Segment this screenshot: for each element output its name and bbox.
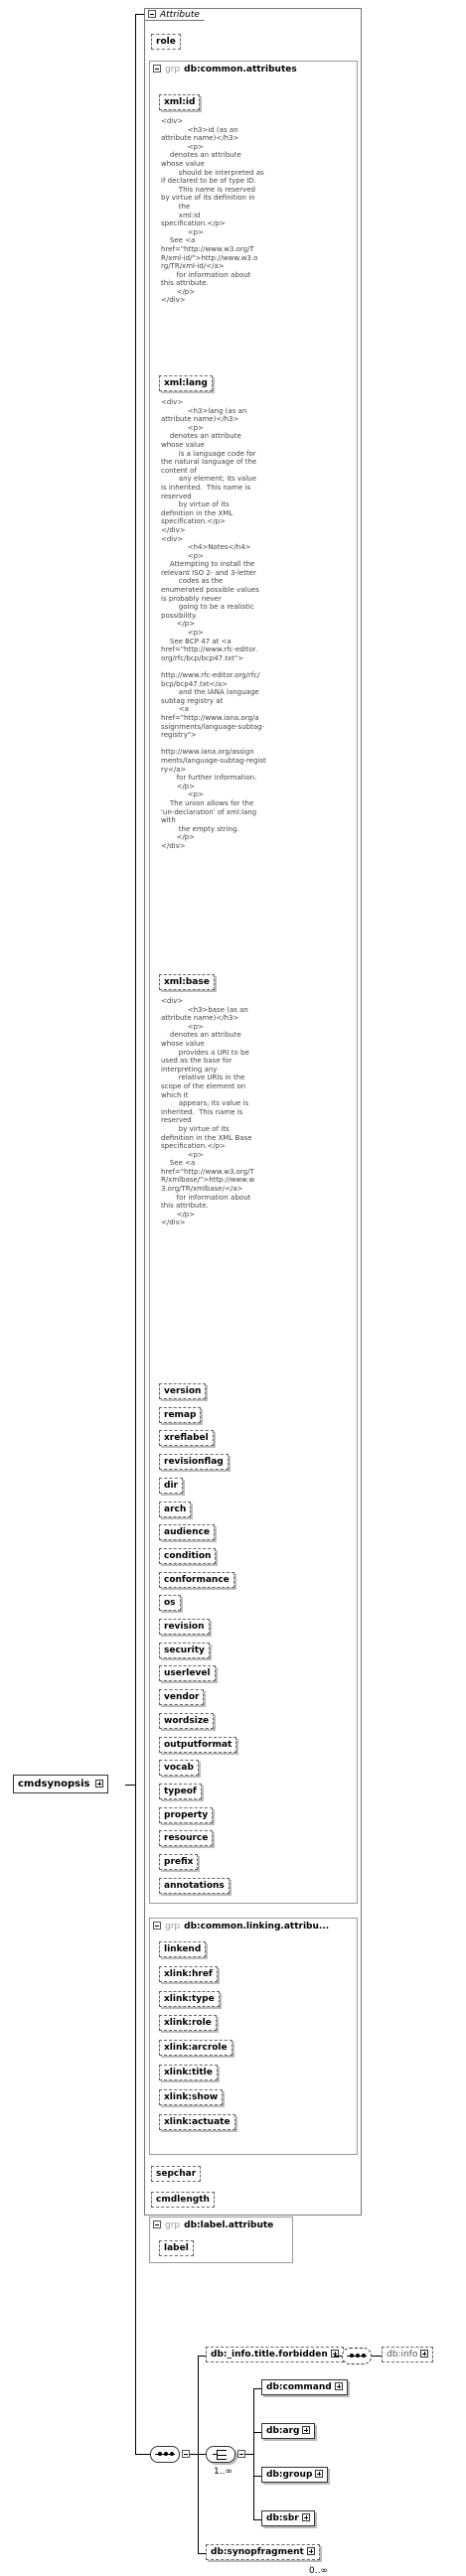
attribute-panel-title: Attribute [160, 10, 200, 20]
attr-label[interactable] [159, 2240, 194, 2256]
attr-label-label: label [164, 2243, 189, 2253]
attr-xml-base-documentation: <div> <h3>base (as an attribute name)</h3> <p> denotes an attribute whose value provides a URI to be used as the base for interpreting any relative URIs in the scope of the element on which it appears; its value is inherited. This name is reserved by virtue of its definition in the XML Base specification.</p> <p> See <a href="http://www.w3.org/T R/xmlbase/">http://www.w 3.org/TR/xmlbase/</a> for information about this attribute. </p> </div> [161, 997, 255, 1227]
attr-label: xlink:role [164, 2018, 212, 2029]
connector [125, 1785, 135, 1786]
root-element-label: cmdsynopsis [18, 1779, 90, 1789]
collapse-icon[interactable] [153, 65, 161, 72]
attr-xml-lang-documentation: <div> <h3>lang (as an attribute name)</h3> <p> denotes an attribute whose value is a language code for the natural language of the content of any element; its value is inherited. This name is reserved by virtue of its definition in the XML specification.</p> </div> <div> <h4>Notes</h4> <p> Attempting to install the relevant ISO 2- and 3-letter codes as the enumerated possible values is probably never going to be a realistic possibility. </p> <p> See BCP 47 at <a href="http://www.rfc-editor. org/rfc/bcp/bcp47.txt"> http://www.rfc-editor.org/rfc/ bcp/bcp47.txt</a> and the IANA language subtag registry at <a href="http://www.iana.org/a ssignments/language-subtag- registry"> http://www.iana.org/assign ments/language-subtag-regist ry</a> for further information. </p> <p> The union allows for the 'un-declaration' of xml:lang with the empty string. </p> </div> [161, 398, 266, 850]
attr-label: xlink:title [164, 2068, 213, 2077]
collapse-icon[interactable] [237, 2450, 245, 2458]
attr-label: conformance [164, 1574, 230, 1585]
attr-annotations[interactable] [159, 1878, 230, 1894]
element-ref-label: db:sbr [266, 2513, 299, 2523]
attr-prefix[interactable] [159, 1854, 198, 1870]
attr-conformance[interactable] [159, 1572, 234, 1588]
attr-label: dir [164, 1480, 178, 1491]
attr-role[interactable] [151, 34, 181, 50]
element-ref-label: db:arg [266, 2426, 300, 2436]
expand-icon[interactable] [302, 2513, 310, 2521]
root-element-cmdsynopsis[interactable] [13, 1775, 108, 1793]
collapse-icon[interactable] [95, 1780, 103, 1788]
attr-revision[interactable] [159, 1619, 210, 1635]
element-ref-db-group[interactable] [261, 2467, 328, 2483]
attr-resource[interactable] [159, 1830, 213, 1846]
attr-xml-lang[interactable] [159, 375, 213, 391]
attr-xml-id[interactable] [159, 94, 200, 110]
element-ref-db-arg[interactable] [261, 2423, 315, 2439]
collapse-icon[interactable] [148, 10, 156, 18]
attr-xlink-type[interactable] [159, 1991, 220, 2007]
attr-role-label: role [156, 37, 176, 47]
element-ref-db-synopfragment[interactable] [206, 2544, 320, 2560]
attr-xlink-title[interactable] [159, 2065, 218, 2080]
attr-label: security [164, 1645, 205, 1655]
attr-label: prefix [164, 1857, 194, 1867]
attr-security[interactable] [159, 1643, 210, 1658]
group-name: db:common.attributes [184, 65, 297, 74]
expand-icon[interactable] [307, 2547, 315, 2555]
attr-label: xreflabel [164, 1433, 209, 1444]
connector [135, 2454, 150, 2455]
element-ref-db-command[interactable] [261, 2379, 348, 2395]
attr-label: property [164, 1809, 209, 1820]
group-ref-label: db:_info.title.forbidden [211, 2350, 328, 2360]
attr-userlevel[interactable] [159, 1665, 216, 1681]
attr-xlink-href[interactable] [159, 1966, 218, 1982]
expand-icon[interactable] [420, 2350, 428, 2358]
attr-xml-lang-label: xml:lang [164, 378, 208, 388]
attr-label: condition [164, 1550, 212, 1561]
attr-xlink-role[interactable] [159, 2015, 217, 2031]
element-ref-label: db:group [266, 2470, 313, 2480]
group-name: db:common.linking.attribu... [184, 1922, 330, 1932]
expand-icon[interactable] [335, 2382, 343, 2390]
attr-label: xlink:arcrole [164, 2043, 228, 2054]
attr-version[interactable] [159, 1383, 206, 1399]
attr-label: typeof [164, 1786, 197, 1796]
attr-revisionflag[interactable] [159, 1454, 229, 1470]
attr-label: xlink:href [164, 1968, 213, 1979]
element-ref-label: db:synopfragment [211, 2547, 304, 2557]
attr-label: resource [164, 1833, 209, 1844]
attr-outputformat[interactable] [159, 1737, 236, 1753]
expand-icon[interactable] [315, 2470, 323, 2478]
synopfragment-cardinality: 0..∞ [309, 2566, 328, 2576]
attr-label: revisionflag [164, 1457, 224, 1468]
attr-label: audience [164, 1527, 210, 1538]
attribute-panel-header[interactable] [148, 10, 200, 20]
attr-label: linkend [164, 1944, 202, 1954]
group-tag: grp [165, 1922, 181, 1932]
group-tag: grp [165, 2220, 181, 2230]
attr-vendor[interactable] [159, 1689, 204, 1705]
expand-icon[interactable] [302, 2426, 310, 2434]
element-ref-label: db:info [387, 2350, 418, 2360]
element-ref-label: db:command [266, 2382, 332, 2392]
attr-os[interactable] [159, 1595, 181, 1611]
attr-label: version [164, 1386, 202, 1396]
group-name: db:label.attribute [184, 2220, 274, 2230]
attr-label: os [164, 1598, 176, 1609]
collapse-icon[interactable] [153, 2220, 161, 2228]
collapse-icon[interactable] [182, 2450, 190, 2458]
attr-xlink-show[interactable] [159, 2089, 223, 2105]
attr-linkend[interactable] [159, 1941, 206, 1957]
attr-label: revision [164, 1622, 205, 1632]
attr-sepchar[interactable] [151, 2166, 201, 2182]
attr-sepchar-label: sepchar [156, 2169, 197, 2179]
attr-audience[interactable] [159, 1524, 215, 1540]
group-tag: grp [165, 65, 181, 74]
attr-xreflabel[interactable] [159, 1430, 214, 1446]
attr-arch[interactable] [159, 1502, 191, 1517]
sequence-compositor[interactable] [150, 2446, 180, 2463]
inner-sequence-compositor[interactable] [342, 2348, 372, 2364]
attr-label: userlevel [164, 1668, 211, 1679]
attr-label: xlink:show [164, 2091, 219, 2102]
choice-cardinality: 1..∞ [214, 2467, 233, 2477]
attr-label: xlink:actuate [164, 2116, 231, 2127]
attr-label: wordsize [164, 1715, 210, 1726]
attr-dir[interactable] [159, 1478, 183, 1494]
attr-xml-id-label: xml:id [164, 97, 196, 107]
attr-label: xlink:type [164, 1993, 215, 2004]
attr-label: vendor [164, 1692, 200, 1703]
attr-vocab[interactable] [159, 1760, 199, 1776]
attr-label: arch [164, 1503, 187, 1514]
attr-wordsize[interactable] [159, 1713, 214, 1729]
attr-xml-base[interactable] [159, 974, 215, 990]
attr-label: outputformat [164, 1739, 233, 1750]
attr-label: vocab [164, 1763, 194, 1774]
connector [135, 14, 136, 2455]
element-ref-db-sbr[interactable] [261, 2510, 315, 2526]
group-label-header[interactable] [153, 2220, 273, 2230]
attr-cmdlength[interactable] [151, 2192, 215, 2208]
connector [135, 14, 144, 15]
attr-xml-base-label: xml:base [164, 977, 210, 987]
attr-xlink-actuate[interactable] [159, 2114, 235, 2130]
collapse-icon[interactable] [153, 1922, 161, 1930]
attr-cmdlength-label: cmdlength [156, 2195, 210, 2205]
group-common-attributes-header[interactable] [153, 65, 297, 74]
group-linking-header[interactable] [153, 1922, 329, 1932]
attr-condition[interactable] [159, 1548, 216, 1564]
group-ref-info-title-forbidden[interactable] [206, 2347, 344, 2362]
element-ref-db-info[interactable] [382, 2347, 433, 2362]
attr-xml-id-documentation: <div> <h3>id (as an attribute name)</h3> <p> denotes an attribute whose value should be interpreted as if declared to be of type ID. This name is reserved by virtue of its definition in the xml:id specification.</p> <p> See <a href="http://www.w3.org/T R/xml-id/">http://www.w3.o rg/TR/xml-id/</a> for information about this attribute. </p> </div> [161, 117, 264, 305]
attr-label: annotations [164, 1880, 225, 1891]
choice-compositor[interactable] [206, 2446, 235, 2463]
attr-label: remap [164, 1409, 197, 1420]
attr-property[interactable] [159, 1807, 213, 1823]
attr-typeof[interactable] [159, 1784, 202, 1799]
attr-xlink-arcrole[interactable] [159, 2040, 233, 2056]
attr-remap[interactable] [159, 1407, 201, 1423]
